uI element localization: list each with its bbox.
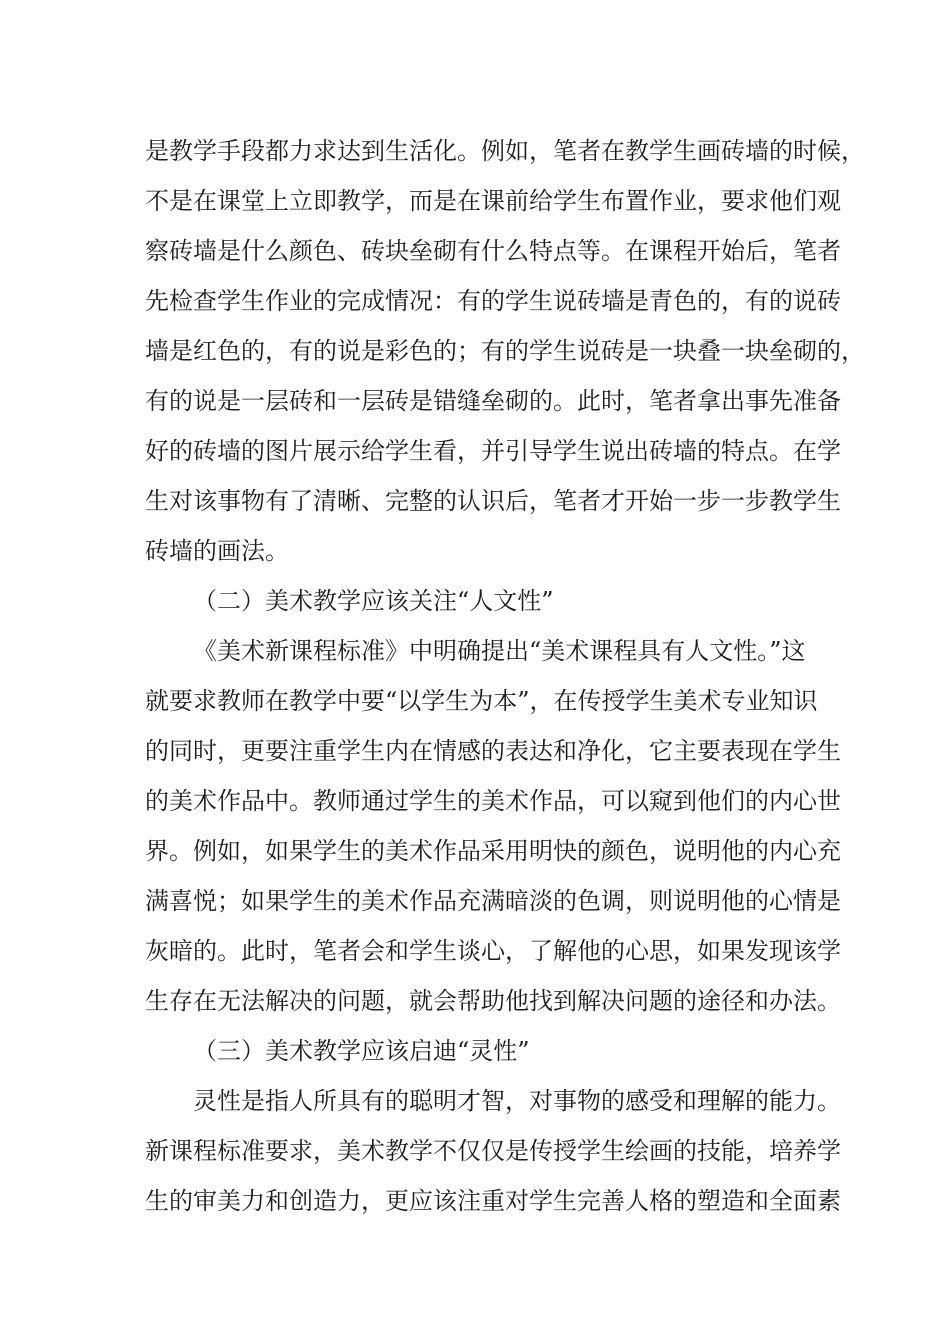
paragraph-line: 是教学手段都力求达到生活化。例如，笔者在教学生画砖墙的时候， bbox=[145, 137, 865, 165]
paragraph-line: 墙是红色的，有的说是彩色的；有的学生说砖是一块叠一块垒砌的， bbox=[145, 337, 865, 365]
paragraph-line: 的美术作品中。教师通过学生的美术作品，可以窥到他们的内心世 bbox=[145, 787, 841, 815]
paragraph-line: 不是在课堂上立即教学，而是在课前给学生布置作业，要求他们观 bbox=[145, 187, 841, 215]
paragraph-line: 就要求教师在教学中要“以学生为本”，在传授学生美术专业知识 bbox=[145, 687, 818, 715]
paragraph-line: 的同时，更要注重学生内在情感的表达和净化，它主要表现在学生 bbox=[145, 737, 841, 765]
section-heading: （三）美术教学应该启迪“灵性” bbox=[193, 1037, 530, 1065]
paragraph-line: 满喜悦；如果学生的美术作品充满暗淡的色调，则说明他的心情是 bbox=[145, 887, 841, 915]
paragraph-line: 灰暗的。此时，笔者会和学生谈心，了解他的心思，如果发现该学 bbox=[145, 937, 841, 965]
paragraph-line: 生的审美力和创造力，更应该注重对学生完善人格的塑造和全面素 bbox=[145, 1187, 841, 1215]
paragraph-line: 有的说是一层砖和一层砖是错缝垒砌的。此时，笔者拿出事先准备 bbox=[145, 387, 841, 415]
paragraph-line: 界。例如，如果学生的美术作品采用明快的颜色，说明他的内心充 bbox=[145, 837, 841, 865]
paragraph-line: 砖墙的画法。 bbox=[145, 537, 289, 565]
section-heading: （二）美术教学应该关注“人文性” bbox=[193, 587, 554, 615]
paragraph-line: 察砖墙是什么颜色、砖块垒砌有什么特点等。在课程开始后，笔者 bbox=[145, 237, 841, 265]
paragraph-line: 新课程标准要求，美术教学不仅仅是传授学生绘画的技能，培养学 bbox=[145, 1137, 841, 1165]
paragraph-line: 好的砖墙的图片展示给学生看，并引导学生说出砖墙的特点。在学 bbox=[145, 437, 841, 465]
paragraph-line: 灵性是指人所具有的聪明才智，对事物的感受和理解的能力。 bbox=[193, 1087, 841, 1115]
paragraph-line: 先检查学生作业的完成情况：有的学生说砖墙是青色的，有的说砖 bbox=[145, 287, 841, 315]
paragraph-line: 生存在无法解决的问题，就会帮助他找到解决问题的途径和办法。 bbox=[145, 987, 841, 1015]
paragraph-line: 《美术新课程标准》中明确提出“美术课程具有人文性。”这 bbox=[193, 637, 806, 665]
paragraph-line: 生对该事物有了清晰、完整的认识后，笔者才开始一步一步教学生 bbox=[145, 487, 841, 515]
